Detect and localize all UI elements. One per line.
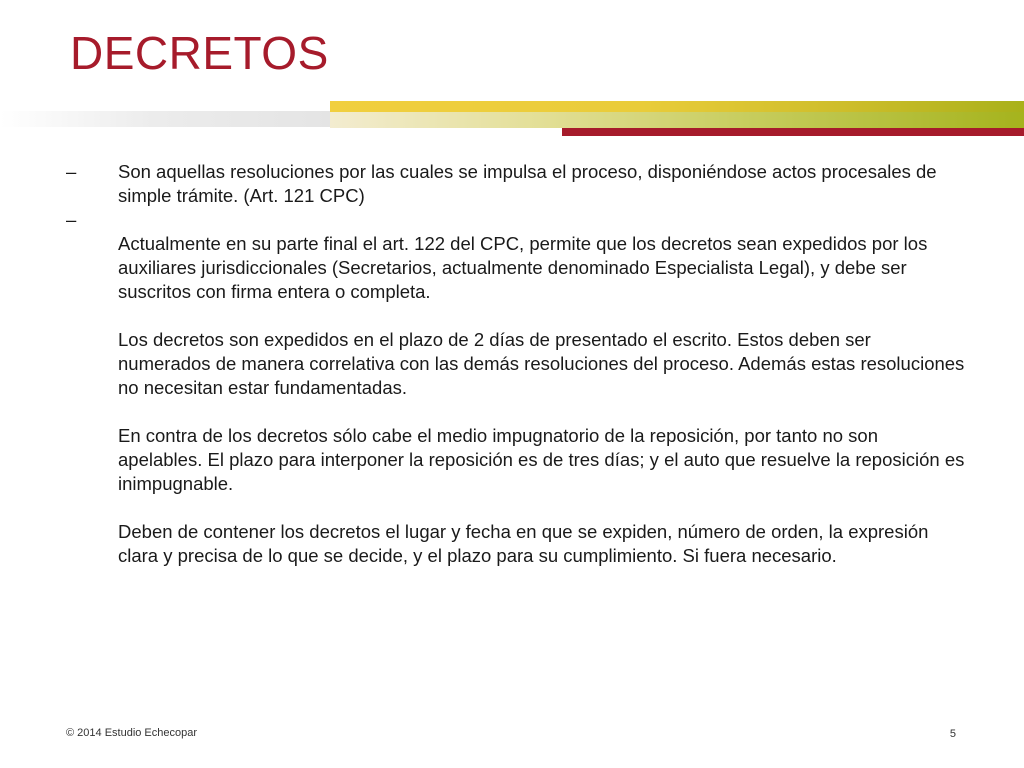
paragraph-block — [118, 232, 966, 568]
bullet-text-empty — [118, 208, 966, 232]
bullet-dash: – — [66, 161, 77, 182]
decorative-band-yellow — [330, 101, 1024, 112]
bullet-item — [66, 160, 966, 208]
slide-body — [66, 160, 966, 568]
footer-copyright: © 2014 Estudio Echecopar — [66, 727, 198, 739]
paragraph-expedition: Actualmente en su parte final el art. 122 del CPC, permite que los decretos sean expedidos por los auxiliares jurisdiccionales (Secretarios, actualmente denominado Especialista Legal), y debe ser suscritos con firma entera o completa. — [118, 233, 928, 302]
paragraph-deadline: Los decretos son expedidos en el plazo de 2 días de presentado el escrito. Estos deben ser numerados de manera correlativa con las demás resoluciones del proceso. Además estas resoluciones no necesitan estar fundamentadas. — [118, 329, 965, 398]
decorative-band-green — [330, 112, 1024, 128]
page-number: 5 — [949, 728, 956, 740]
bullet-text-definition: Son aquellas resoluciones por las cuales se impulsa el proceso, disponiéndose actos procesales de simple trámite. (Art. 121 CPC) — [118, 161, 937, 206]
slide-title: DECRETOS — [70, 27, 329, 79]
bullet-item — [66, 208, 966, 232]
decorative-band-red — [562, 128, 1024, 136]
bullet-dash: – — [66, 209, 77, 230]
paragraph-appeal: En contra de los decretos sólo cabe el medio impugnatorio de la reposición, por tanto no son apelables. El plazo para interponer la reposición es de tres días; y el auto que resuelve la reposición es inimpugnable. — [118, 425, 965, 494]
paragraph-contents: Deben de contener los decretos el lugar y fecha en que se expiden, número de orden, la expresión clara y precisa de lo que se decide, y el plazo para su cumplimiento. Si fuera necesario. — [118, 521, 929, 566]
